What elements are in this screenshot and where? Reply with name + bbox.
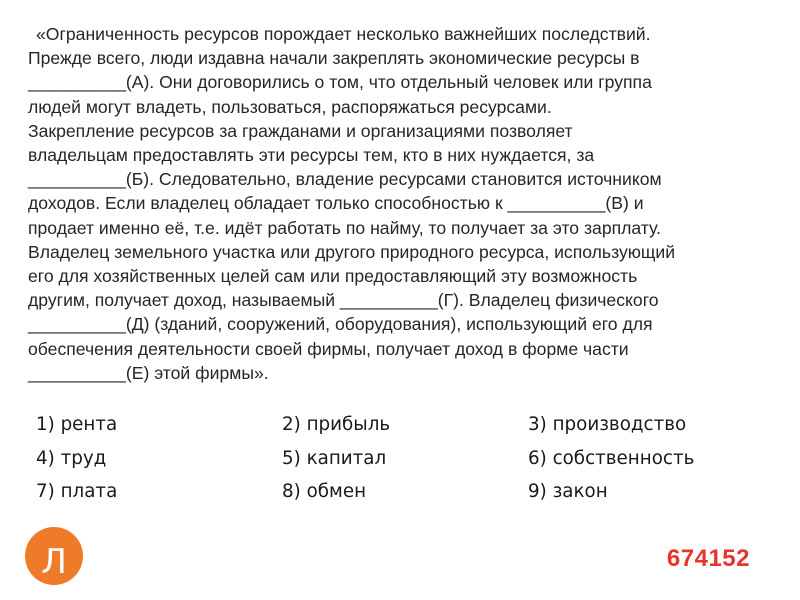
answer-option: 2) прибыль — [282, 414, 391, 435]
answer-option: 6) собственность — [528, 447, 695, 469]
passage-line: __________(Е) этой фирмы». — [28, 362, 269, 383]
passage-line: Прежде всего, люди издавна начали закреплять экономические ресурсы в — [28, 48, 640, 69]
answer-option: 8) обмен — [282, 481, 367, 502]
passage-line: «Ограниченность ресурсов порождает несколько важнейших последствий. — [36, 24, 651, 44]
answer-option: 1) рента — [36, 414, 118, 435]
answer-option: 9) закон — [528, 481, 608, 502]
passage-line: __________(Б). Следовательно, владение ресурсами становится источником — [28, 169, 662, 190]
passage-line: Закрепление ресурсов за гражданами и организациями позволяет — [28, 120, 573, 141]
answer-options — [36, 411, 766, 512]
badge-letter: Л — [41, 542, 67, 582]
passage-line: другим, получает доход, называемый __________(Г). Владелец физического — [28, 290, 659, 311]
passage-line: __________(Д) (зданий, сооружений, оборудования), использующий его для — [28, 314, 653, 335]
passage-line: обеспечения деятельности своей фирмы, получает доход в форме части — [28, 338, 629, 359]
task-passage — [28, 22, 778, 385]
passage-line: владельцам предоставлять эти ресурсы тем, кто в них нуждается, за — [28, 145, 595, 166]
answer-option: 5) капитал — [282, 447, 387, 469]
passage-line: __________(А). Они договорились о том, что отдельный человек или группа — [28, 72, 652, 93]
passage-line: доходов. Если владелец обладает только способностью к __________(В) и — [28, 193, 644, 214]
passage-line: его для хозяйственных целей сам или предоставляющий эту возможность — [28, 266, 638, 287]
passage-line: людей могут владеть, пользоваться, распоряжаться ресурсами. — [28, 96, 552, 117]
passage-line: Владелец земельного участка или другого природного ресурса, использующий — [28, 241, 676, 262]
letter-badge — [25, 527, 83, 585]
answer-option: 4) труд — [36, 447, 107, 469]
answer-option: 7) плата — [36, 481, 118, 502]
task-number: 674152 — [666, 545, 750, 572]
passage-line: продает именно её, т.е. идёт работать по найму, то получает за это зарплату. — [28, 217, 661, 238]
answer-option: 3) производство — [528, 414, 687, 435]
